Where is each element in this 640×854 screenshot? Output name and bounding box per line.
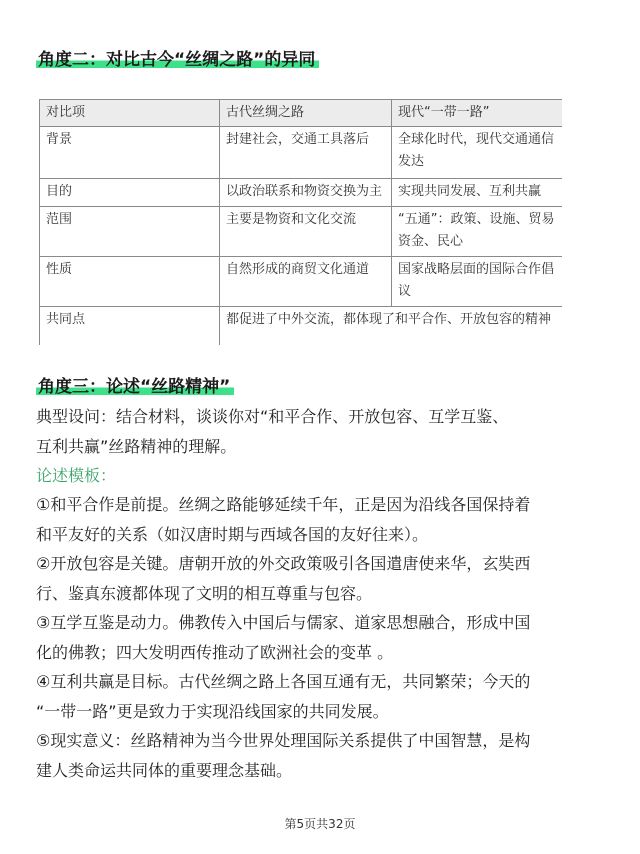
table-row	[40, 127, 563, 179]
table-cell-item: 背景	[40, 127, 220, 179]
point-line: 化的佛教；四大发明西传推动了欧洲社会的变革 。	[36, 642, 394, 662]
section-heading-angle-2: 角度二：对比古今“丝绸之路”的异同	[36, 48, 319, 72]
point-line: ②开放包容是关键。唐朝开放的外交政策吸引各国遣唐使来华，玄奘西	[36, 554, 531, 573]
point-line: 行、鉴真东渡都体现了文明的相互尊重与包容。	[36, 583, 373, 603]
table-header-cell: 现代“一带一路”	[392, 100, 563, 127]
table-cell-ancient: 封建社会，交通工具落后	[220, 127, 392, 179]
comparison-table-container	[39, 99, 562, 345]
comparison-table	[39, 99, 562, 345]
point-line: ①和平合作是前提。丝绸之路能够延续千年，正是因为沿线各国保持着	[36, 495, 531, 514]
table-cell-modern: 实现共同发展、互利共赢	[392, 179, 563, 207]
page-number-footer: 第5页共32页	[284, 817, 356, 831]
table-cell-ancient: 以政治联系和物资交换为主	[220, 179, 392, 207]
point-line: ⑤现实意义：丝路精神为当今世界处理国际关系提供了中国智慧，是构	[36, 731, 531, 750]
argument-points	[36, 490, 608, 785]
point-line: 和平友好的关系（如汉唐时期与西域各国的友好往来）。	[36, 524, 429, 544]
point-line: ④互利共赢是目标。古代丝绸之路上各国互通有无，共同繁荣；今天的	[36, 672, 531, 691]
table-row	[40, 207, 563, 257]
table-header-row	[40, 100, 563, 127]
point-line: “一带一路”更是致力于实现沿线国家的共同发展。	[36, 701, 389, 721]
table-cell-ancient: 主要是物资和文化交流	[220, 207, 392, 257]
section-heading-angle-3: 角度三：论述“丝路精神”	[36, 375, 234, 399]
table-cell-common: 都促进了中外交流，都体现了和平合作、开放包容的精神	[220, 307, 563, 346]
table-cell-modern: 全球化时代，现代交通通信发达	[392, 127, 563, 179]
typical-question	[36, 402, 608, 461]
table-cell-item: 性质	[40, 257, 220, 307]
question-line: 典型设问：结合材料，谈谈你对“和平合作、开放包容、互学互鉴、	[36, 407, 509, 426]
table-header-cell: 对比项	[40, 100, 220, 127]
table-cell-ancient: 自然形成的商贸文化通道	[220, 257, 392, 307]
table-cell-item: 范围	[40, 207, 220, 257]
table-row	[40, 257, 563, 307]
point-line: 建人类命运共同体的重要理念基础。	[36, 760, 293, 780]
table-cell-item: 共同点	[40, 307, 220, 346]
point-line: ③互学互鉴是动力。佛教传入中国后与儒家、道家思想融合，形成中国	[36, 613, 531, 632]
question-line: 互利共赢”丝路精神的理解。	[36, 436, 237, 456]
template-label: 论述模板：	[36, 466, 117, 485]
table-cell-item: 目的	[40, 179, 220, 207]
table-row	[40, 307, 563, 346]
table-row	[40, 179, 563, 207]
table-cell-modern: 国家战略层面的国际合作倡议	[392, 257, 563, 307]
table-cell-modern: “五通”：政策、设施、贸易资金、民心	[392, 207, 563, 257]
table-header-cell: 古代丝绸之路	[220, 100, 392, 127]
